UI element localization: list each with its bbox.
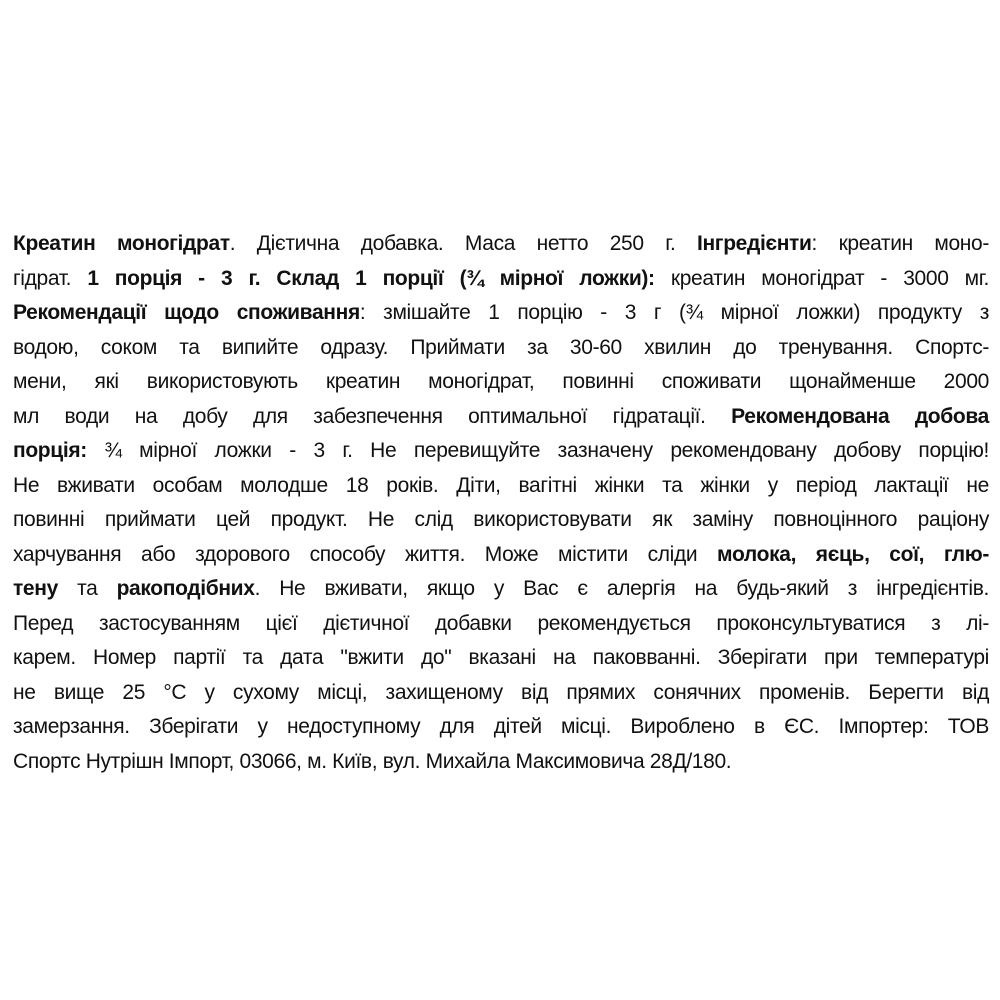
allergens: молока, яєць, сої, глю-: [717, 542, 989, 566]
text-segment: Не вживати особам молодше 18 років. Діти, вагітні жінки та жінки у період лактації не: [13, 473, 989, 497]
label-line: [13, 572, 989, 607]
text-segment: водою, соком та випийте одразу. Приймати за 30-60 хвилин до тренування. Спортс-: [13, 335, 989, 359]
text-segment: та: [57, 577, 117, 600]
label-line: [13, 503, 989, 538]
text-segment: . Дієтична добавка. Маса нетто 250 г.: [229, 232, 697, 255]
text-segment: карем. Номер партії та дата "вжити до" вказані на паковванні. Зберігати при температурі: [13, 646, 989, 669]
label-line: [13, 538, 989, 573]
label-line: [13, 262, 989, 297]
label-line: [13, 745, 989, 780]
label-line: [13, 607, 989, 642]
daily-serving-heading-cont: порція:: [13, 439, 87, 462]
ingredients-heading: Інгредієнти: [696, 232, 812, 255]
text-segment: харчування або здорового способу життя. Може містити сліди: [13, 542, 718, 566]
label-line: [13, 331, 989, 366]
label-line: [13, 710, 989, 745]
text-segment: ¾ мірної ложки - 3 г. Не перевищуйте зазначену рекомендовану добову порцію!: [86, 439, 989, 462]
text-segment: креатин моногідрат - 3000 мг.: [654, 266, 989, 290]
label-line: [13, 296, 989, 331]
product-label-text: [13, 227, 989, 779]
product-name: Креатин моногідрат: [13, 232, 230, 255]
text-segment: повинні приймати цей продукт. Не слід використовувати як заміну повноцінного раціону: [13, 508, 989, 531]
text-segment: : змішайте 1 порцію - 3 г (¾ мірної ложки) продукту з: [359, 301, 990, 324]
text-segment: Перед застосуванням цієї дієтичної добавки рекомендується проконсультуватися з лі-: [13, 611, 989, 635]
text-segment: : креатин моно-: [811, 232, 989, 255]
label-line: [13, 469, 989, 504]
text-segment: не вище 25 °С у сухому місці, захищеному від прямих сонячних променів. Берегти від: [13, 680, 989, 704]
text-segment: мл води на добу для забезпечення оптимальної гідратації.: [13, 404, 732, 428]
label-line: [13, 365, 989, 400]
importer-address: Спортс Нутрішн Імпорт, 03066, м. Київ, вул. Михайла Максимовича 28Д/180.: [13, 749, 732, 773]
allergens-cont: тену: [13, 577, 58, 600]
text-segment: . Не вживати, якщо у Вас є алергія на будь-який з інгредієнтів.: [254, 577, 989, 600]
text-segment: мени, які використовують креатин моногідрат, повинні споживати щонайменше 2000: [13, 370, 989, 393]
label-line: [13, 227, 989, 262]
allergen-crustaceans: ракоподібних: [116, 577, 255, 600]
text-segment: гідрат.: [13, 266, 88, 290]
label-line: [13, 676, 989, 711]
label-line: [13, 400, 989, 435]
serving-composition-heading: 1 порція - 3 г. Склад 1 порції (¾ мірної ложки):: [87, 266, 655, 290]
text-segment: замерзання. Зберігати у недоступному для дітей місці. Вироблено в ЄС. Імпортер: ТОВ: [13, 715, 989, 738]
label-line: [13, 641, 989, 676]
usage-recommendations-heading: Рекомендації щодо споживання: [13, 301, 360, 324]
label-line: [13, 434, 989, 469]
daily-serving-heading: Рекомендована добова: [731, 404, 989, 428]
